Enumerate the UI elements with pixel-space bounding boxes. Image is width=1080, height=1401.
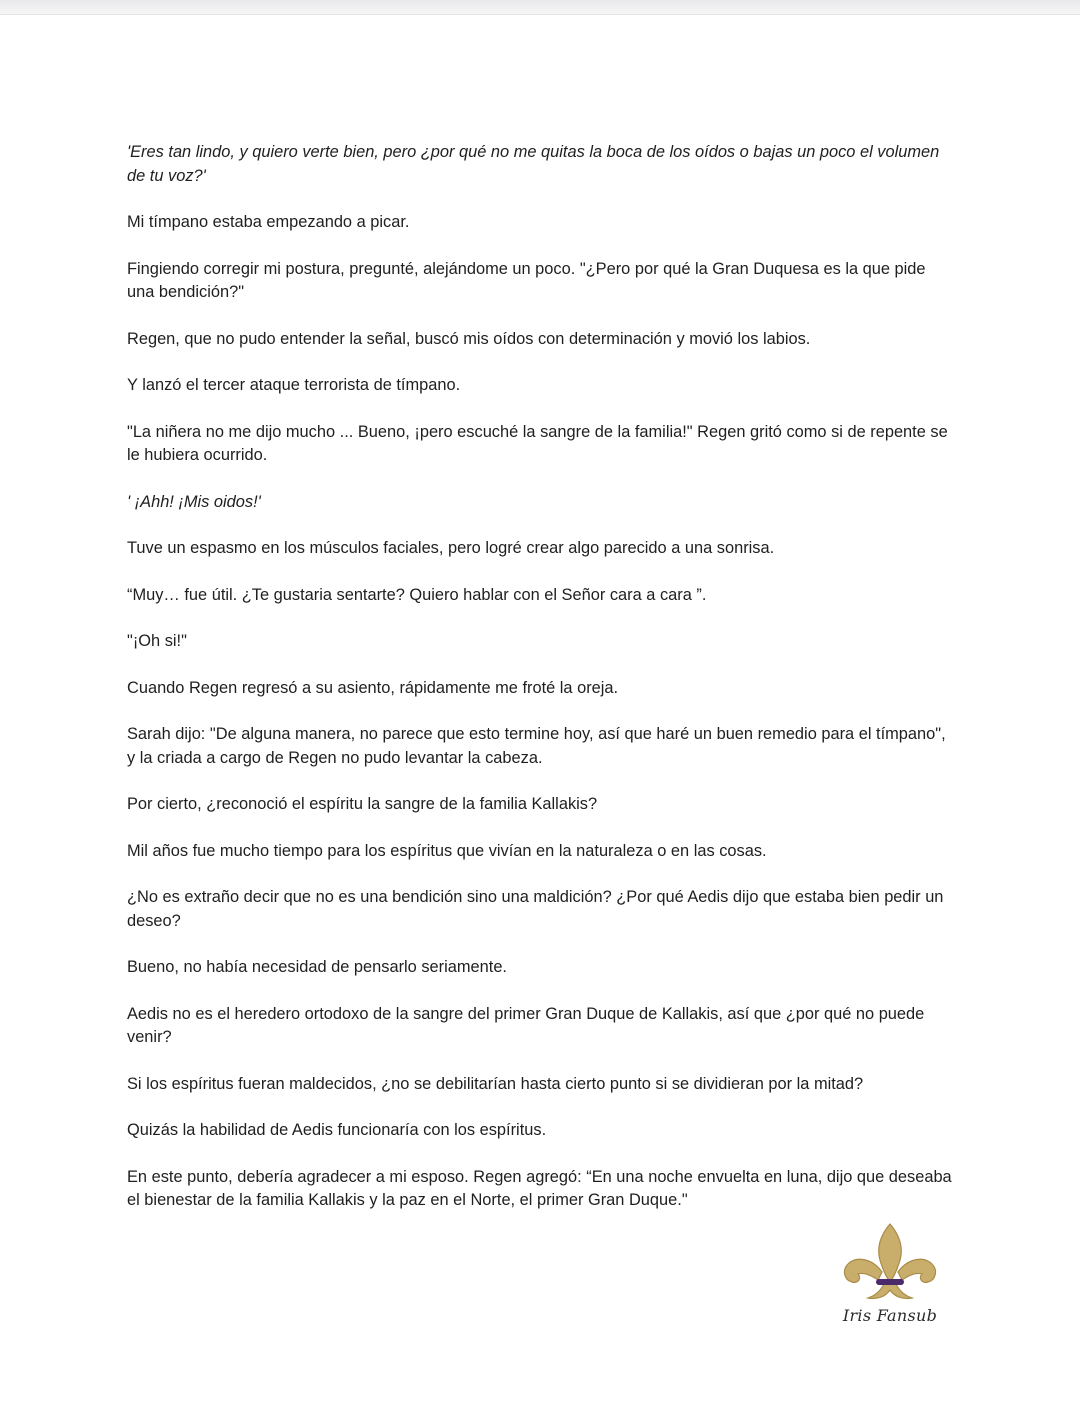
paragraph: Y lanzó el tercer ataque terrorista de tímpano. [127,376,461,394]
paragraph: Fingiendo corregir mi postura, pregunté, alejándome un poco. "¿Pero por qué la Gran Duquesa es la que pide una bendición?" [127,259,926,301]
paragraph: ¿No es extraño decir que no es una bendición sino una maldición? ¿Por qué Aedis dijo que estaba bien pedir un deseo? [127,888,944,930]
paragraph: Si los espíritus fueran maldecidos, ¿no se debilitarían hasta cierto punto si se dividieran por la mitad? [127,1074,864,1093]
paragraph: "La niñera no me dijo mucho ... Bueno, ¡pero escuché la sangre de la familia!" Regen gritó como si de repente se le hubiera ocurrido. [127,422,948,464]
fleur-de-lis-icon [838,1222,942,1306]
paragraph: En este punto, debería agradecer a mi esposo. Regen agregó: “En una noche envuelta en luna, dijo que deseaba el bienestar de la familia Kallakis y la paz en el Norte, el primer Gran Duque." [127,1167,952,1209]
paragraph: “Muy… fue útil. ¿Te gustaria sentarte? Quiero hablar con el Señor cara a cara ”. [127,585,707,604]
paragraph: Regen, que no pudo entender la señal, buscó mis oídos con determinación y movió los labios. [127,329,811,348]
paragraph: ' ¡Ahh! ¡Mis oidos!' [127,492,261,511]
logo-text: Iris Fansub [842,1306,938,1325]
paragraph: Cuando Regen regresó a su asiento, rápidamente me froté la oreja. [127,678,619,697]
paragraph: Quizás la habilidad de Aedis funcionaría con los espíritus. [127,1121,547,1139]
document-body [127,141,957,1236]
paragraph: Por cierto, ¿reconoció el espíritu la sangre de la familia Kallakis? [127,795,598,813]
paragraph: Mi tímpano estaba empezando a picar. [127,213,410,231]
paragraph: Bueno, no había necesidad de pensarlo seriamente. [127,958,507,976]
paragraph: Sarah dijo: "De alguna manera, no parece que esto termine hoy, así que haré un buen remedio para el tímpano", y la criada a cargo de Regen no pudo levantar la cabeza. [127,725,946,767]
paragraph: 'Eres tan lindo, y quiero verte bien, pero ¿por qué no me quitas la boca de los oídos o bajas un poco el volumen de tu voz?' [127,143,940,185]
paragraph: Tuve un espasmo en los músculos faciales, pero logré crear algo parecido a una sonrisa. [127,539,775,557]
paragraph: Mil años fue mucho tiempo para los espíritus que vivían en la naturaleza o en las cosas. [127,841,767,860]
paragraph: "¡Oh si!" [127,632,187,650]
top-bar [0,0,1080,15]
paragraph: Aedis no es el heredero ortodoxo de la sangre del primer Gran Duque de Kallakis, así que ¿por qué no puede venir? [127,1004,925,1046]
fansub-logo [838,1222,942,1332]
